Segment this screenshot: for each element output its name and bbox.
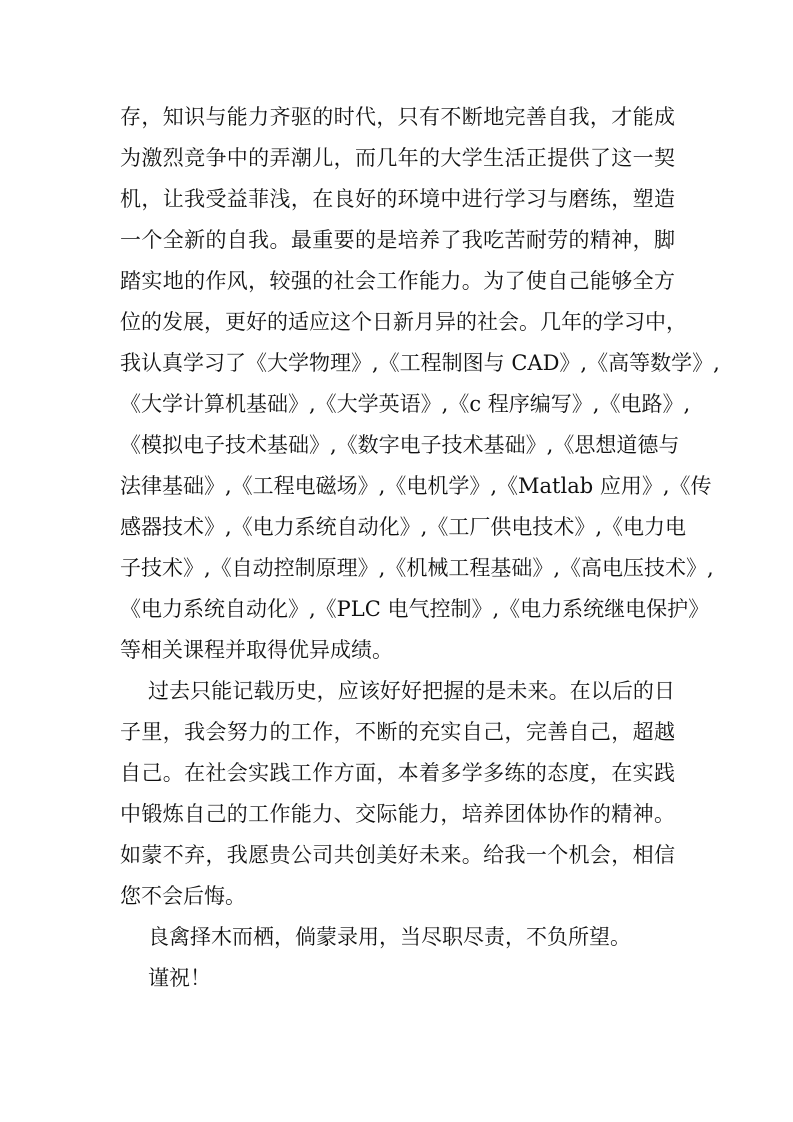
salutation: 谨祝！ <box>148 966 211 990</box>
text-line: 机，让我受益菲浅，在良好的环境中进行学习与磨练，塑造 <box>120 187 675 211</box>
text-line: 子里，我会努力的工作，不断的充实自己，完善自己，超越 <box>120 720 675 744</box>
text-line: 良禽择木而栖，倘蒙录用，当尽职尽责，不负所望。 <box>148 925 631 949</box>
text-line: 踏实地的作风，较强的社会工作能力。为了使自己能够全方 <box>120 269 675 293</box>
text-line: 位的发展，更好的适应这个日新月异的社会。几年的学习中， <box>120 310 687 334</box>
text-line: 存，知识与能力齐驱的时代，只有不断地完善自我，才能成 <box>120 105 675 129</box>
text-line: 中锻炼自己的工作能力、交际能力，培养团体协作的精神。 <box>120 802 675 826</box>
text-line: 《电力系统自动化》,《PLC 电气控制》,《电力系统继电保护》 <box>120 597 710 621</box>
text-line: 自己。在社会实践工作方面，本着多学多练的态度，在实践 <box>120 761 675 785</box>
text-line: 感器技术》,《电力系统自动化》,《工厂供电技术》,《电力电 <box>120 515 687 539</box>
text-line: 为激烈竞争中的弄潮儿，而几年的大学生活正提供了这一契 <box>120 146 675 170</box>
text-line: 一个全新的自我。最重要的是培养了我吃苦耐劳的精神，脚 <box>120 228 675 252</box>
text-line: 过去只能记载历史，应该好好把握的是未来。在以后的日 <box>148 679 675 703</box>
text-line: 我认真学习了《大学物理》,《工程制图与 CAD》,《高等数学》, <box>120 351 720 375</box>
text-line: 《大学计算机基础》,《大学英语》,《c 程序编写》,《电路》, <box>120 392 691 416</box>
text-line: 如蒙不弃，我愿贵公司共创美好未来。给我一个机会，相信 <box>120 843 675 867</box>
text-line: 法律基础》,《工程电磁场》,《电机学》,《Matlab 应用》,《传 <box>120 474 712 498</box>
text-line: 子技术》,《自动控制原理》,《机械工程基础》,《高电压技术》, <box>120 556 714 580</box>
text-line: 等相关课程并取得优异成绩。 <box>120 638 393 662</box>
text-line: 《模拟电子技术基础》,《数字电子技术基础》,《思想道德与 <box>120 433 680 457</box>
text-line: 您不会后悔。 <box>120 884 246 908</box>
